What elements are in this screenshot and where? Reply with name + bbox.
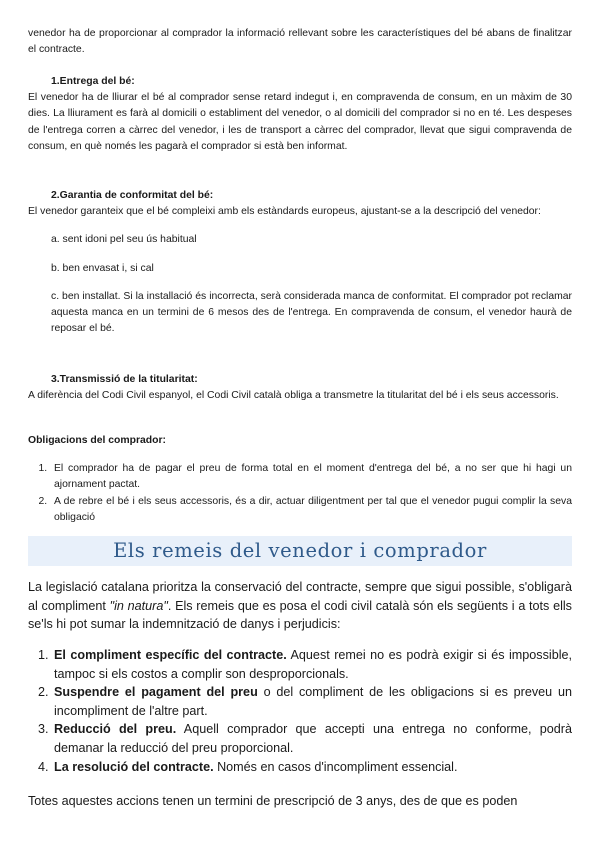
list-item: 1. El comprador ha de pagar el preu de forma total en el moment d'entrega del bé, a no ser que hi hagi un ajornament pactat. <box>50 461 572 493</box>
item-bold: Reducció del preu. <box>54 722 177 737</box>
list-item <box>52 646 572 683</box>
section-garantia <box>28 188 572 337</box>
item-bold: El compliment específic del contracte. <box>54 648 287 662</box>
list-item: 2. A de rebre el bé i els seus accessoris, és a dir, actuar diligentment per tal que el venedor pugui complir la seva obligació <box>50 494 572 526</box>
item-text: o del compliment de les obligacions si es preveu un incompliment de l'altre part. <box>54 685 572 718</box>
list-item <box>52 758 572 777</box>
section-entrega <box>28 74 572 155</box>
intro-emphasis: "in natura" <box>109 598 168 613</box>
item-bold: Suspendre el pagament del preu <box>54 685 258 700</box>
list-item: b. ben envasat i, si cal <box>51 262 154 274</box>
item-text: Aquell comprador que accepti una entrega no conforme, podrà demanar la reducció del preu proporcional. <box>54 722 572 755</box>
remeis-intro <box>28 578 572 634</box>
section-text: El venedor garanteix que el bé compleixi amb els estàndards europeus, ajustant-se a la descripció del venedor: <box>28 206 541 218</box>
section-text: El venedor ha de lliurar el bé al comprador sense retard indegut i, en compravenda de consum, en un màxim de 30 dies. La lliurament es farà al domicili o establiment del venedor, o al domicili del comprador si no en té. Les despeses de l'entrega corren a càrrec del venedor, i les de transport a càrrec del comprador, llevat que sigui compravenda de consum, en què només les pagarà el comprador si està ben informat. <box>28 92 572 152</box>
section-title: Obligacions del comprador: <box>28 435 166 446</box>
section-transmissio <box>28 372 572 404</box>
final-paragraph: Totes aquestes accions tenen un termini de prescripció de 3 anys, des de que es poden <box>28 794 518 808</box>
section-title: 1.Entrega del bé: <box>51 76 135 87</box>
section-text: A diferència del Codi Civil espanyol, el Codi Civil català obliga a transmetre la titularitat del bé i els seus accessoris. <box>28 390 559 402</box>
item-text: Només en casos d'incompliment essencial. <box>213 759 458 774</box>
item-text: Aquest remei no es podrà exigir si és impossible, tampoc si els costos a complir son desproporcionals. <box>54 648 572 681</box>
section-obligacions <box>28 433 572 526</box>
obligations-list <box>28 461 572 526</box>
list-item: c. ben installat. Si la installació és incorrecta, serà considerada manca de conformitat. El comprador pot reclamar aquesta manca en un termini de 6 mesos des de l'entrega. En compravenda de consum, el venedor haurà de reposar el bé. <box>51 290 572 335</box>
list-item <box>52 683 572 720</box>
list-item <box>52 720 572 757</box>
intro-text: La legislació catalana prioritza la conservació del contracte, sempre que sigui possible, s'obligarà al compliment <box>28 580 572 613</box>
section-title: 3.Transmissió de la titularitat: <box>51 374 198 385</box>
list-item: a. sent idoni pel seu ús habitual <box>51 234 197 246</box>
item-bold: La resolució del contracte. <box>54 759 214 774</box>
section-banner-title: Els remeis del venedor i comprador <box>28 536 572 566</box>
intro-text: . Els remeis que es posa el codi civil català són els següents i a tots ells se'ls hi pot sumar la indemnització de danys i perjudicis: <box>28 598 572 632</box>
top-paragraph: venedor ha de proporcionar al comprador la informació rellevant sobre les característiques del bé abans de finalitzar el contracte. <box>28 28 572 56</box>
remeis-list <box>28 646 572 776</box>
section-title: 2.Garantia de conformitat del bé: <box>51 190 214 201</box>
